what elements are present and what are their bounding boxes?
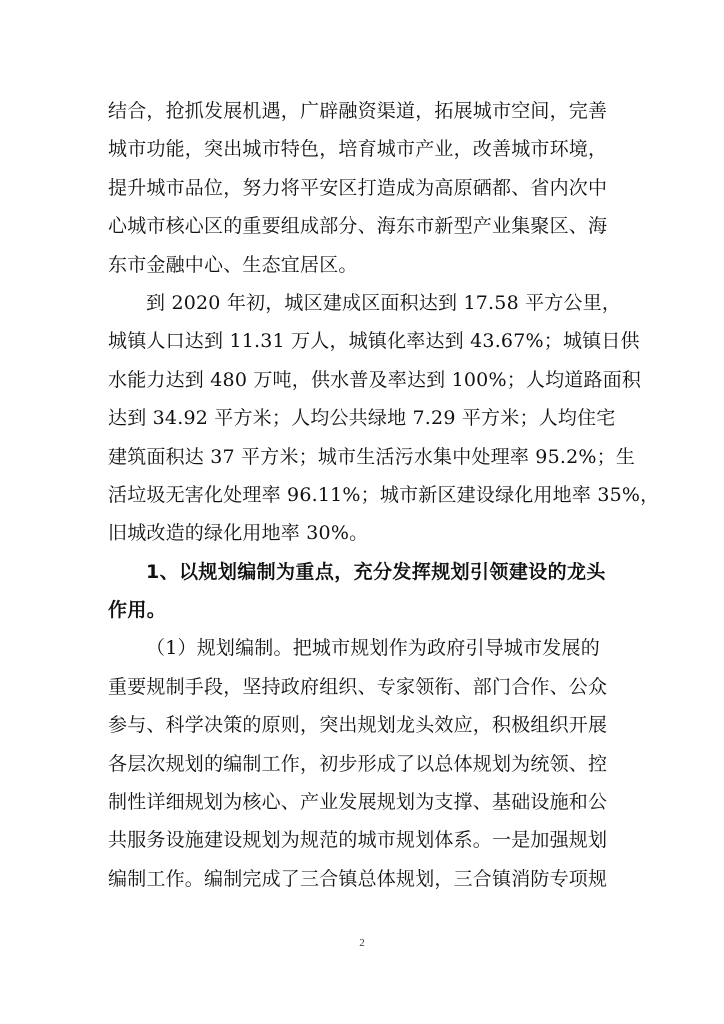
text-line: 共服务设施建设规划为规范的城市规划体系。一是加强规划	[108, 829, 608, 852]
section-heading: 1、以规划编制为重点，充分发挥规划引领建设的龙头	[146, 560, 606, 583]
text-line: 到 2020 年初，城区建成区面积达到 17.58 平方公里，	[146, 291, 622, 314]
text-line: 城市功能，突出城市特色，培育城市产业，改善城市环境，	[108, 138, 608, 161]
text-line: （1）规划编制。把城市规划作为政府引导城市发展的	[146, 637, 600, 660]
text-line: 东市金融中心、生态宜居区。	[108, 253, 358, 276]
text-line: 各层次规划的编制工作，初步形成了以总体规划为统领、控	[108, 752, 608, 775]
page-number: 2	[359, 937, 365, 949]
text-line: 达到 34.92 平方米；人均公共绿地 7.29 平方米；人均住宅	[108, 407, 616, 430]
text-line: 心城市核心区的重要组成部分、海东市新型产业集聚区、海	[108, 215, 608, 238]
text-line: 编制工作。编制完成了三合镇总体规划，三合镇消防专项规	[108, 867, 608, 890]
section-heading: 作用。	[108, 599, 167, 622]
text-line: 制性详细规划为核心、产业发展规划为支撑、基础设施和公	[108, 791, 608, 814]
text-line: 重要规制手段，坚持政府组织、专家领衔、部门合作、公众	[108, 675, 608, 698]
text-line: 旧城改造的绿化用地率 30%。	[108, 522, 369, 545]
text-line: 参与、科学决策的原则，突出规划龙头效应，积极组织开展	[108, 714, 608, 737]
text-line: 结合，抢抓发展机遇，广辟融资渠道，拓展城市空间，完善	[108, 100, 608, 122]
body-text	[108, 92, 660, 898]
text-line: 城镇人口达到 11.31 万人，城镇化率达到 43.67%；城镇日供	[108, 330, 640, 353]
text-line: 提升城市品位，努力将平安区打造成为高原硒都、省内次中	[108, 176, 608, 199]
text-line: 水能力达到 480 万吨，供水普及率达到 100%；人均道路面积	[108, 368, 642, 391]
text-line: 活垃圾无害化处理率 96.11%；城市新区建设绿化用地率 35%，	[108, 483, 660, 506]
text-line: 建筑面积达 37 平方米；城市生活污水集中处理率 95.2%；生	[108, 445, 636, 468]
